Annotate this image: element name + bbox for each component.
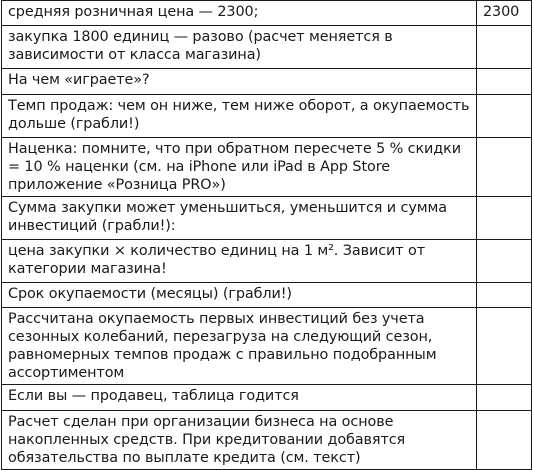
row-value: 2300 (477, 1, 532, 26)
table-row (2, 240, 532, 283)
row-value (477, 138, 532, 197)
row-text: Расчет сделан при организации бизнеса на основе накопленных средств. При кредитовании добавятся обязательства по выплате кредита (см. текст) (2, 411, 477, 470)
row-text: Темп продаж: чем он ниже, тем ниже оборот, а окупаемость дольше (грабли!) (2, 95, 477, 138)
row-text: Сумма закупки может уменьшиться, уменьшится и сумма инвестиций (грабли!): (2, 197, 477, 240)
row-value (477, 411, 532, 470)
row-value (477, 385, 532, 411)
table-row (2, 1, 532, 26)
table-row (2, 138, 532, 197)
row-text: Срок окупаемости (месяцы) (грабли!) (2, 283, 477, 308)
table-row (2, 95, 532, 138)
row-value (477, 240, 532, 283)
investment-table (1, 0, 532, 470)
row-text: Наценка: помните, что при обратном пересчете 5 % скидки = 10 % наценки (см. на iPhone или iPad в App Store приложение «Розница PRO») (2, 138, 477, 197)
table-row (2, 283, 532, 308)
row-value (477, 283, 532, 308)
table-row (2, 411, 532, 470)
row-value (477, 197, 532, 240)
table-row (2, 385, 532, 411)
row-text: Рассчитана окупаемость первых инвестиций без учета сезонных колебаний, перезагруза на следующий сезон, равномерных темпов продаж с правильно подобранным ассортиментом (2, 308, 477, 385)
table-row (2, 308, 532, 385)
row-text: цена закупки × количество единиц на 1 м². Зависит от категории магазина! (2, 240, 477, 283)
row-text: На чем «играете»? (2, 69, 477, 95)
row-value (477, 95, 532, 138)
table-row (2, 197, 532, 240)
row-text: средняя розничная цена — 2300; (2, 1, 477, 26)
table-row (2, 26, 532, 69)
row-text: закупка 1800 единиц — разово (расчет меняется в зависимости от класса магазина) (2, 26, 477, 69)
row-value (477, 308, 532, 385)
row-text: Если вы — продавец, таблица годится (2, 385, 477, 411)
row-value (477, 69, 532, 95)
table-row (2, 69, 532, 95)
row-value (477, 26, 532, 69)
